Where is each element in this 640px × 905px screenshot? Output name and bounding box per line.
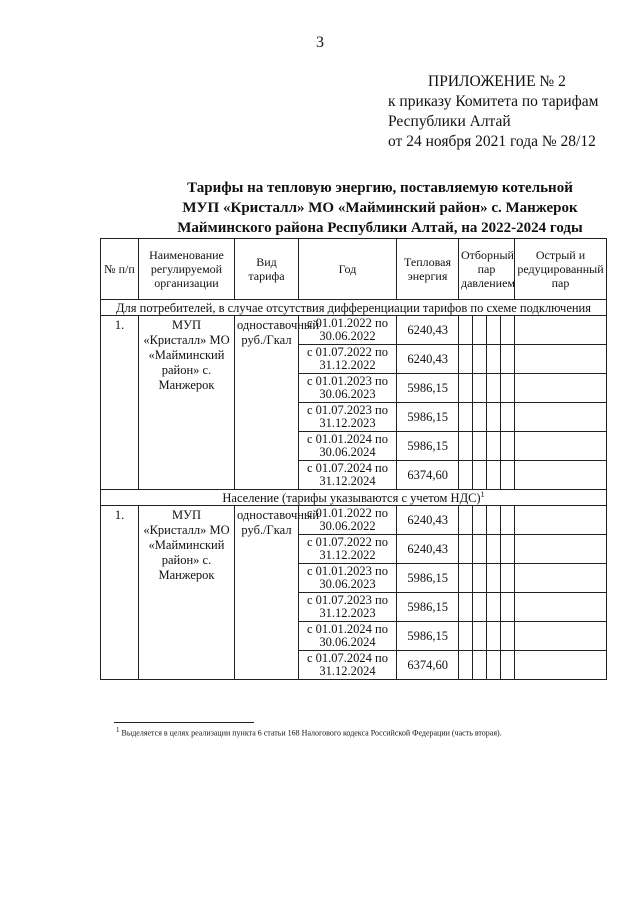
cell-empty [515, 432, 607, 461]
header-steam-selected: Отборный пар давлением [459, 239, 515, 300]
cell-heat-value: 5986,15 [397, 374, 459, 403]
appendix-title: ПРИЛОЖЕНИЕ № 2 [428, 73, 566, 90]
cell-empty [515, 564, 607, 593]
cell-heat-value: 6374,60 [397, 651, 459, 680]
footnote [116, 724, 502, 740]
cell-empty [501, 316, 515, 345]
cell-empty [501, 535, 515, 564]
cell-heat-value: 6240,43 [397, 535, 459, 564]
cell-empty [515, 651, 607, 680]
cell-empty [473, 345, 487, 374]
cell-empty [515, 374, 607, 403]
section-caption [101, 490, 607, 506]
page-number: 3 [316, 34, 324, 51]
cell-period: с 01.01.2023 по 30.06.2023 [299, 564, 397, 593]
footnote-ref: 1 [480, 489, 485, 499]
cell-empty [501, 403, 515, 432]
tariff-table [100, 238, 607, 680]
header-steam-sharp: Острый и редуцированный пар [515, 239, 607, 300]
cell-empty [501, 622, 515, 651]
footnote-mark: 1 [116, 726, 120, 734]
cell-heat-value: 5986,15 [397, 432, 459, 461]
cell-empty [487, 461, 501, 490]
cell-period: с 01.07.2023 по 31.12.2023 [299, 403, 397, 432]
cell-empty [459, 506, 473, 535]
cell-empty [473, 432, 487, 461]
cell-heat-value: 6374,60 [397, 461, 459, 490]
cell-period: с 01.01.2024 по 30.06.2024 [299, 432, 397, 461]
cell-empty [473, 651, 487, 680]
cell-empty [459, 374, 473, 403]
cell-kind: одноставочный руб./Гкал [235, 316, 299, 490]
cell-period: с 01.01.2022 по 30.06.2022 [299, 316, 397, 345]
cell-empty [459, 345, 473, 374]
cell-empty [487, 651, 501, 680]
footnote-divider [114, 722, 254, 723]
cell-empty [473, 461, 487, 490]
cell-empty [459, 403, 473, 432]
cell-heat-value: 6240,43 [397, 506, 459, 535]
cell-empty [515, 403, 607, 432]
table-row [101, 506, 607, 535]
cell-period: с 01.07.2024 по 31.12.2024 [299, 651, 397, 680]
header-org: Наименование регулируемой организации [139, 239, 235, 300]
cell-kind: одноставочный руб./Гкал [235, 506, 299, 680]
title-line-2: МУП «Кристалл» МО «Майминский район» с. Манжерок [182, 200, 578, 216]
cell-heat-value: 5986,15 [397, 403, 459, 432]
cell-empty [487, 432, 501, 461]
cell-empty [501, 345, 515, 374]
cell-num: 1. [101, 316, 139, 490]
cell-empty [501, 593, 515, 622]
cell-empty [515, 506, 607, 535]
header-num: № п/п [101, 239, 139, 300]
cell-empty [501, 432, 515, 461]
cell-org: МУП «Кристалл» МО «Майминский район» с. Манжерок [139, 316, 235, 490]
cell-empty [459, 535, 473, 564]
cell-empty [459, 622, 473, 651]
cell-empty [487, 345, 501, 374]
cell-empty [473, 316, 487, 345]
cell-empty [487, 403, 501, 432]
cell-empty [473, 506, 487, 535]
cell-empty [487, 316, 501, 345]
appendix-line-3: от 24 ноября 2021 года № 28/12 [388, 133, 596, 150]
cell-period: с 01.07.2023 по 31.12.2023 [299, 593, 397, 622]
cell-empty [473, 564, 487, 593]
cell-empty [515, 316, 607, 345]
appendix-line-2: Республики Алтай [388, 113, 511, 130]
cell-empty [473, 622, 487, 651]
cell-period: с 01.07.2022 по 31.12.2022 [299, 345, 397, 374]
cell-empty [515, 461, 607, 490]
cell-empty [501, 461, 515, 490]
cell-empty [515, 345, 607, 374]
cell-num: 1. [101, 506, 139, 680]
cell-period: с 01.01.2024 по 30.06.2024 [299, 622, 397, 651]
cell-heat-value: 5986,15 [397, 593, 459, 622]
cell-period: с 01.07.2022 по 31.12.2022 [299, 535, 397, 564]
title-line-3: Майминского района Республики Алтай, на 2022-2024 годы [177, 220, 583, 236]
cell-period: с 01.01.2022 по 30.06.2022 [299, 506, 397, 535]
cell-period: с 01.01.2023 по 30.06.2023 [299, 374, 397, 403]
cell-empty [459, 593, 473, 622]
cell-heat-value: 6240,43 [397, 345, 459, 374]
section-caption-text: Для потребителей, в случае отсутствия дифференциации тарифов по схеме подключения [115, 300, 591, 315]
title-line-1: Тарифы на тепловую энергию, поставляемую котельной [187, 180, 573, 196]
cell-empty [487, 622, 501, 651]
cell-heat-value: 5986,15 [397, 622, 459, 651]
cell-empty [487, 593, 501, 622]
cell-empty [487, 535, 501, 564]
header-year: Год [299, 239, 397, 300]
cell-empty [515, 622, 607, 651]
table-body [101, 300, 607, 680]
appendix-line-1: к приказу Комитета по тарифам [388, 93, 599, 110]
header-kind: Вид тарифа [235, 239, 299, 300]
cell-empty [515, 535, 607, 564]
cell-empty [501, 564, 515, 593]
cell-empty [487, 374, 501, 403]
cell-empty [459, 316, 473, 345]
cell-empty [487, 564, 501, 593]
table-row [101, 316, 607, 345]
footnote-text: Выделяется в целях реализации пункта 6 статьи 168 Налогового кодекса Российской Федерации (часть вторая). [121, 728, 502, 738]
cell-org: МУП «Кристалл» МО «Майминский район» с. Манжерок [139, 506, 235, 680]
cell-empty [501, 374, 515, 403]
section-caption-row [101, 300, 607, 316]
cell-empty [473, 593, 487, 622]
cell-period: с 01.07.2024 по 31.12.2024 [299, 461, 397, 490]
section-caption-row [101, 490, 607, 506]
document-title [120, 178, 640, 238]
cell-empty [473, 403, 487, 432]
cell-empty [501, 506, 515, 535]
section-caption [101, 300, 607, 316]
table-header-row [101, 239, 607, 300]
cell-empty [459, 651, 473, 680]
cell-empty [515, 593, 607, 622]
cell-empty [473, 374, 487, 403]
cell-heat-value: 6240,43 [397, 316, 459, 345]
appendix-block [388, 72, 598, 152]
cell-heat-value: 5986,15 [397, 564, 459, 593]
cell-empty [459, 461, 473, 490]
cell-empty [459, 432, 473, 461]
cell-empty [487, 506, 501, 535]
header-heat: Тепловая энергия [397, 239, 459, 300]
cell-empty [459, 564, 473, 593]
cell-empty [473, 535, 487, 564]
cell-empty [501, 651, 515, 680]
section-caption-text: Население (тарифы указываются с учетом НДС) [222, 490, 481, 505]
